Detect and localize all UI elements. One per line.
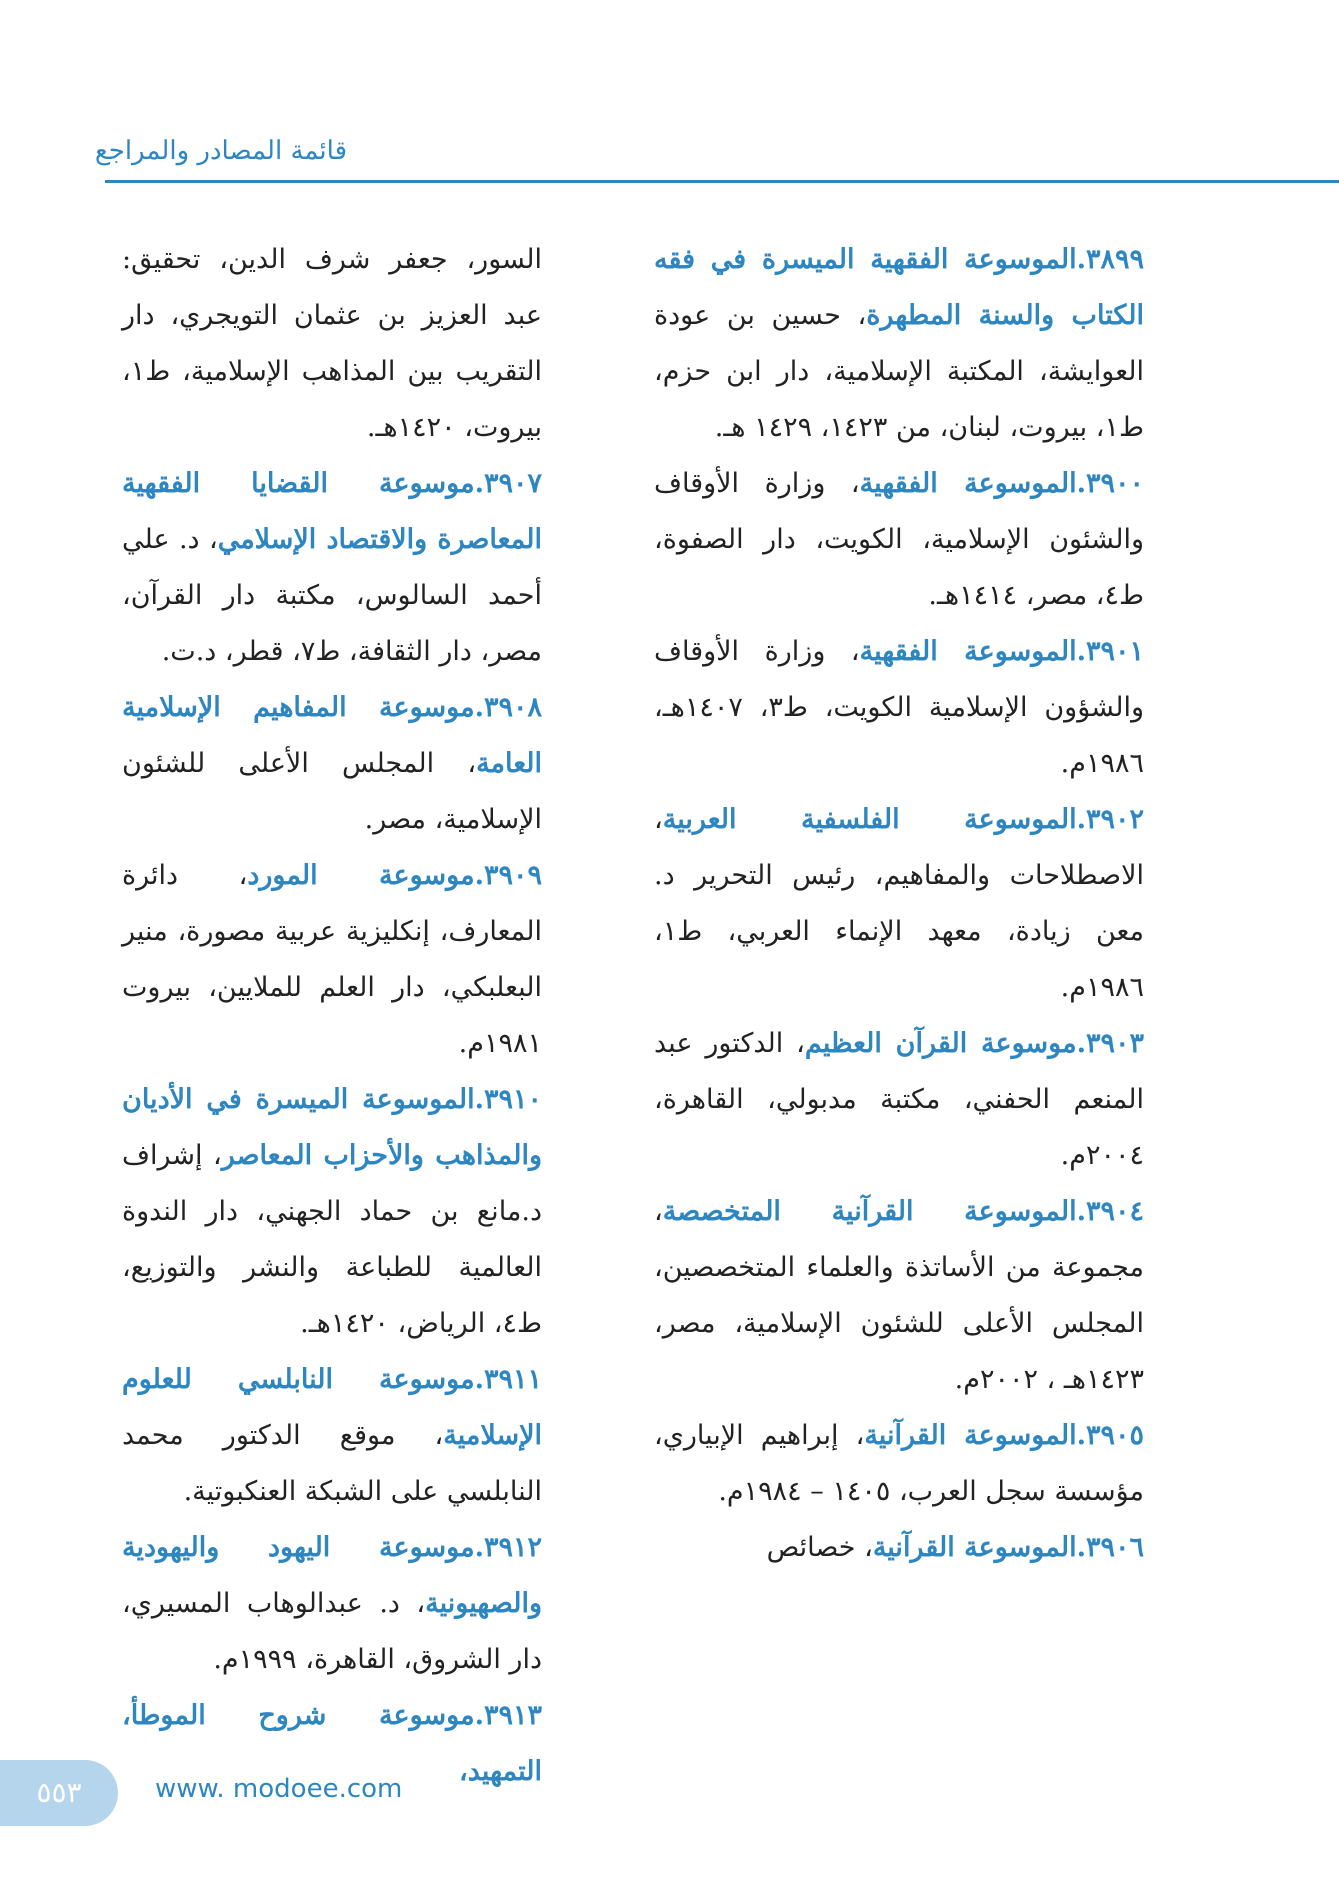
entry-number: ٣٩١٣. bbox=[474, 1700, 542, 1731]
page-number-badge: ٥٥٣ bbox=[0, 1760, 118, 1826]
entry-number: ٣٩٠٠. bbox=[1076, 468, 1144, 499]
entry-details: السور، جعفر شرف الدين، تحقيق: عبد العزيز بن عثمان التويجري، دار التقريب بين المذاهب الإسلامية، ط١، بيروت، ١٤٢٠هـ. bbox=[122, 244, 542, 443]
entry-number: ٣٩٠١. bbox=[1076, 636, 1144, 667]
entry-title: موسوعة شروح الموطأ، التمهيد، bbox=[122, 1700, 542, 1787]
bibliography-entry bbox=[654, 456, 1144, 624]
bibliography-entry bbox=[122, 1520, 542, 1688]
entry-details: ، موقع الدكتور محمد النابلسي على الشبكة العنكبوتية. bbox=[122, 1420, 542, 1507]
entry-details: ، الدكتور عبد المنعم الحفني، مكتبة مدبولي، القاهرة، ٢٠٠٤م. bbox=[654, 1028, 1144, 1171]
bibliography-entry bbox=[122, 1352, 542, 1520]
entry-details: ، خصائص bbox=[766, 1532, 873, 1563]
entry-details: ، وزارة الأوقاف والشؤون الإسلامية الكويت، ط٣، ١٤٠٧هـ، ١٩٨٦م. bbox=[654, 636, 1144, 779]
bibliography-entry bbox=[654, 624, 1144, 792]
entry-number: ٣٩١٠. bbox=[474, 1084, 542, 1115]
entry-title: الموسوعة الفقهية bbox=[859, 636, 1077, 667]
entry-title: الموسوعة الفلسفية العربية bbox=[662, 804, 1077, 835]
bibliography-entry bbox=[122, 456, 542, 680]
entry-details: ، إشراف د.مانع بن حماد الجهني، دار الندوة العالمية للطباعة والنشر والتوزيع، ط٤، الرياض، ١٤٢٠هـ. bbox=[122, 1140, 542, 1339]
bibliography-entry bbox=[654, 1184, 1144, 1408]
entry-details: ، إبراهيم الإبياري، مؤسسة سجل العرب، ١٤٠٥ – ١٩٨٤م. bbox=[654, 1420, 1144, 1507]
bibliography-column-right bbox=[654, 232, 1144, 1576]
entry-number: ٣٩٠٨. bbox=[474, 692, 542, 723]
entry-title: موسوعة النابلسي للعلوم الإسلامية bbox=[122, 1364, 542, 1451]
bibliography-entry bbox=[654, 792, 1144, 1016]
entry-details: ، د. علي أحمد السالوس، مكتبة دار القرآن، مصر، دار الثقافة، ط٧، قطر، د.ت. bbox=[122, 524, 542, 667]
bibliography-column-left bbox=[122, 232, 542, 1800]
bibliography-entry bbox=[122, 232, 542, 456]
bibliography-entry bbox=[654, 1016, 1144, 1184]
bibliography-entry bbox=[654, 232, 1144, 456]
entry-title: الموسوعة الفقهية bbox=[859, 468, 1077, 499]
bibliography-entry bbox=[654, 1408, 1144, 1520]
entry-title: موسوعة المفاهيم الإسلامية العامة bbox=[122, 692, 542, 779]
header-divider bbox=[105, 180, 1339, 183]
entry-title: الموسوعة الميسرة في الأديان والمذاهب والأحزاب المعاصر bbox=[122, 1084, 542, 1171]
entry-details: ، د. عبدالوهاب المسيري، دار الشروق، القاهرة، ١٩٩٩م. bbox=[122, 1588, 542, 1675]
entry-number: ٣٩٠٧. bbox=[474, 468, 542, 499]
entry-title: الموسوعة القرآنية المتخصصة bbox=[662, 1196, 1077, 1227]
bibliography-entry bbox=[122, 1072, 542, 1352]
entry-details: ، وزارة الأوقاف والشئون الإسلامية، الكويت، دار الصفوة، ط٤، مصر، ١٤١٤هـ. bbox=[654, 468, 1144, 611]
entry-number: ٣٩٠٩. bbox=[474, 860, 542, 891]
entry-details: ، حسين بن عودة العوايشة، المكتبة الإسلامية، دار ابن حزم، ط١، بيروت، لبنان، من ١٤٢٣، ١٤٢٩ هـ. bbox=[654, 300, 1144, 443]
entry-title: موسوعة القرآن العظيم bbox=[804, 1028, 1077, 1059]
entry-title: موسوعة اليهود واليهودية والصهيونية bbox=[122, 1532, 542, 1619]
entry-title: الموسوعة القرآنية bbox=[864, 1420, 1077, 1451]
entry-number: ٣٩٠٣. bbox=[1076, 1028, 1144, 1059]
entry-title: موسوعة القضايا الفقهية المعاصرة والاقتصاد الإسلامي bbox=[122, 468, 542, 555]
entry-details: ، مجموعة من الأساتذة والعلماء المتخصصين، المجلس الأعلى للشئون الإسلامية، مصر، ١٤٢٣هـ ، ٢٠٠٢م. bbox=[654, 1196, 1144, 1395]
entry-title: الموسوعة الفقهية الميسرة في فقه الكتاب والسنة المطهرة bbox=[654, 244, 1144, 331]
entry-number: ٣٩٠٦. bbox=[1076, 1532, 1144, 1563]
entry-title: الموسوعة القرآنية bbox=[872, 1532, 1077, 1563]
page-header-title: قائمة المصادر والمراجع bbox=[94, 136, 347, 166]
entry-number: ٣٩١٢. bbox=[474, 1532, 542, 1563]
entry-details: ، دائرة المعارف، إنكليزية عربية مصورة، منير البعلبكي، دار العلم للملايين، بيروت ١٩٨١م. bbox=[122, 860, 542, 1059]
entry-details: ، المجلس الأعلى للشئون الإسلامية، مصر. bbox=[122, 748, 542, 835]
entry-number: ٣٨٩٩. bbox=[1076, 244, 1144, 275]
entry-title: موسوعة المورد bbox=[247, 860, 475, 891]
bibliography-entry bbox=[122, 848, 542, 1072]
bibliography-entry bbox=[654, 1520, 1144, 1576]
entry-number: ٣٩٠٤. bbox=[1076, 1196, 1144, 1227]
entry-number: ٣٩٠٥. bbox=[1076, 1420, 1145, 1451]
entry-number: ٣٩٠٢. bbox=[1076, 804, 1144, 835]
bibliography-entry bbox=[122, 680, 542, 848]
website-link[interactable]: www. modoee.com bbox=[155, 1774, 403, 1804]
entry-number: ٣٩١١. bbox=[474, 1364, 542, 1395]
entry-details: ، الاصطلاحات والمفاهيم، رئيس التحرير د. معن زيادة، معهد الإنماء العربي، ط١، ١٩٨٦م. bbox=[654, 804, 1144, 1003]
